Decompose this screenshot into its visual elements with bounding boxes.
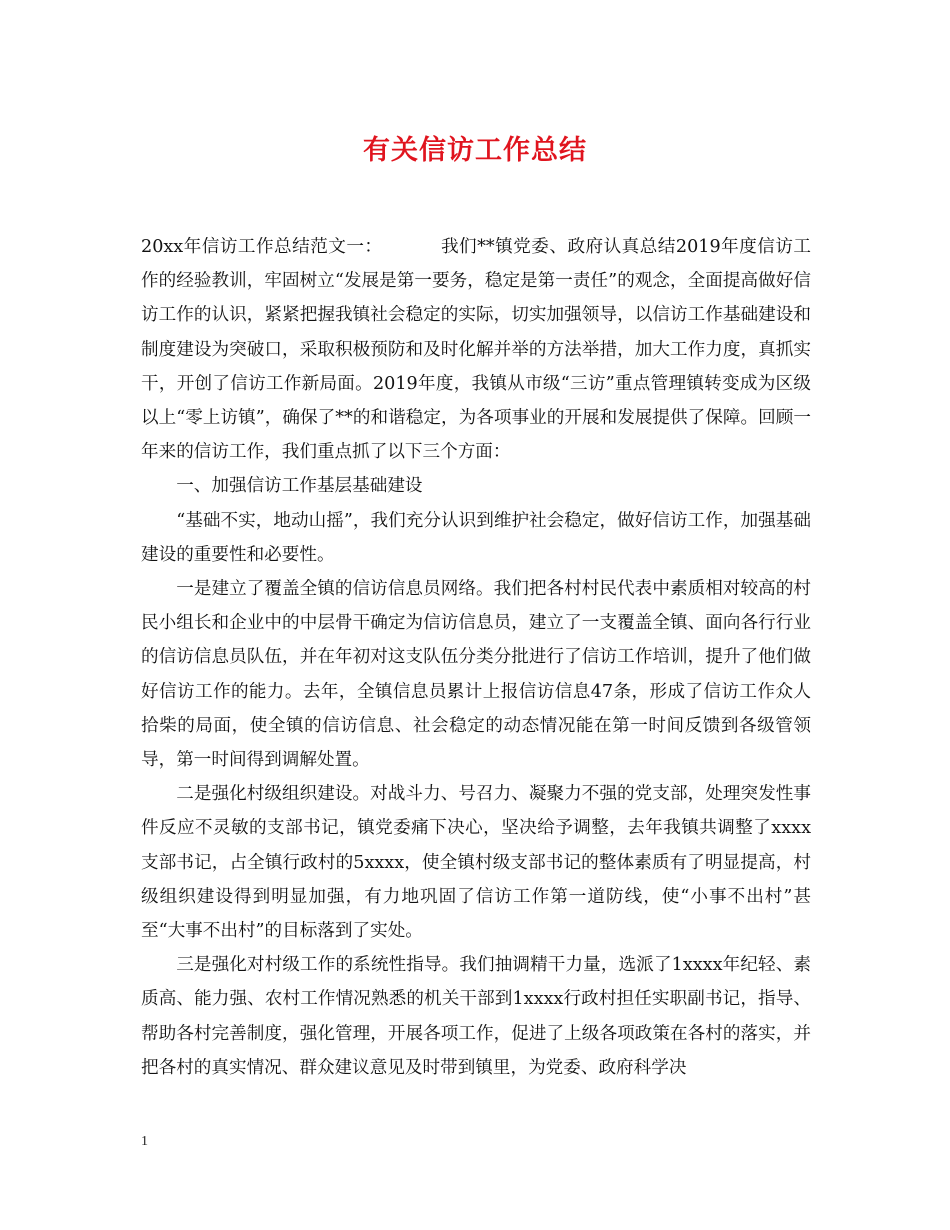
body-paragraph: 二是强化村级组织建设。对战斗力、号召力、凝聚力不强的党支部，处理突发性事件反应不灵敏的支部书记，镇党委痛下决心，坚决给予调整，去年我镇共调整了xxxx支部书记，占全镇行政村的5xxxx，使全镇村级支部书记的整体素质有了明显提高，村级组织建设得到明显加强，有力地巩固了信访工作第一道防线，使“小事不出村”甚至“大事不出村”的目标落到了实处。 bbox=[141, 784, 811, 942]
document-title: 有关信访工作总结 bbox=[363, 135, 587, 166]
page-number: 1 bbox=[141, 1134, 148, 1149]
section-heading: 一、加强信访工作基层基础建设 bbox=[176, 476, 423, 497]
document-body bbox=[141, 230, 811, 1085]
body-paragraph: 一是建立了覆盖全镇的信访信息员网络。我们把各村村民代表中素质相对较高的村民小组长和企业中的中层骨干确定为信访信息员，建立了一支覆盖全镇、面向各行行业的信访信息员队伍，并在年初对这支队伍分类分批进行了信访工作培训，提升了他们做好信访工作的能力。去年，全镇信息员累计上报信访信息47条，形成了信访工作众人拾柴的局面，使全镇的信访信息、社会稳定的动态情况能在第一时间反馈到各级管领导，第一时间得到调解处置。 bbox=[141, 579, 811, 771]
body-paragraph: “基础不实，地动山摇”，我们充分认识到维护社会稳定，做好信访工作，加强基础建设的重要性和必要性。 bbox=[141, 510, 811, 565]
body-paragraph: 三是强化对村级工作的系统性指导。我们抽调精干力量，选派了1xxxx年纪轻、素质高、能力强、农村工作情况熟悉的机关干部到1xxxx行政村担任实职副书记，指导、帮助各村完善制度，强化管理，开展各项工作，促进了上级各项政策在各村的落实，并把各村的真实情况、群众建议意见及时带到镇里，为党委、政府科学决 bbox=[141, 955, 811, 1078]
intro-text: 我们**镇党委、政府认真总结2019年度信访工作的经验教训，牢固树立“发展是第一要务，稳定是第一责任”的观念，全面提高做好信访工作的认识，紧紧把握我镇社会稳定的实际，切实加强领导，以信访工作基础建设和制度建设为突破口，采取积极预防和及时化解并举的方法举措，加大工作力度，真抓实干，开创了信访工作新局面。2019年度，我镇从市级“三访”重点管理镇转变成为区级以上“零上访镇”，确保了**的和谐稳定，为各项事业的开展和发展提供了保障。回顾一年来的信访工作，我们重点抓了以下三个方面： bbox=[141, 237, 811, 463]
intro-paragraph bbox=[141, 230, 811, 469]
intro-label: 20xx年信访工作总结范文一： bbox=[141, 237, 383, 257]
